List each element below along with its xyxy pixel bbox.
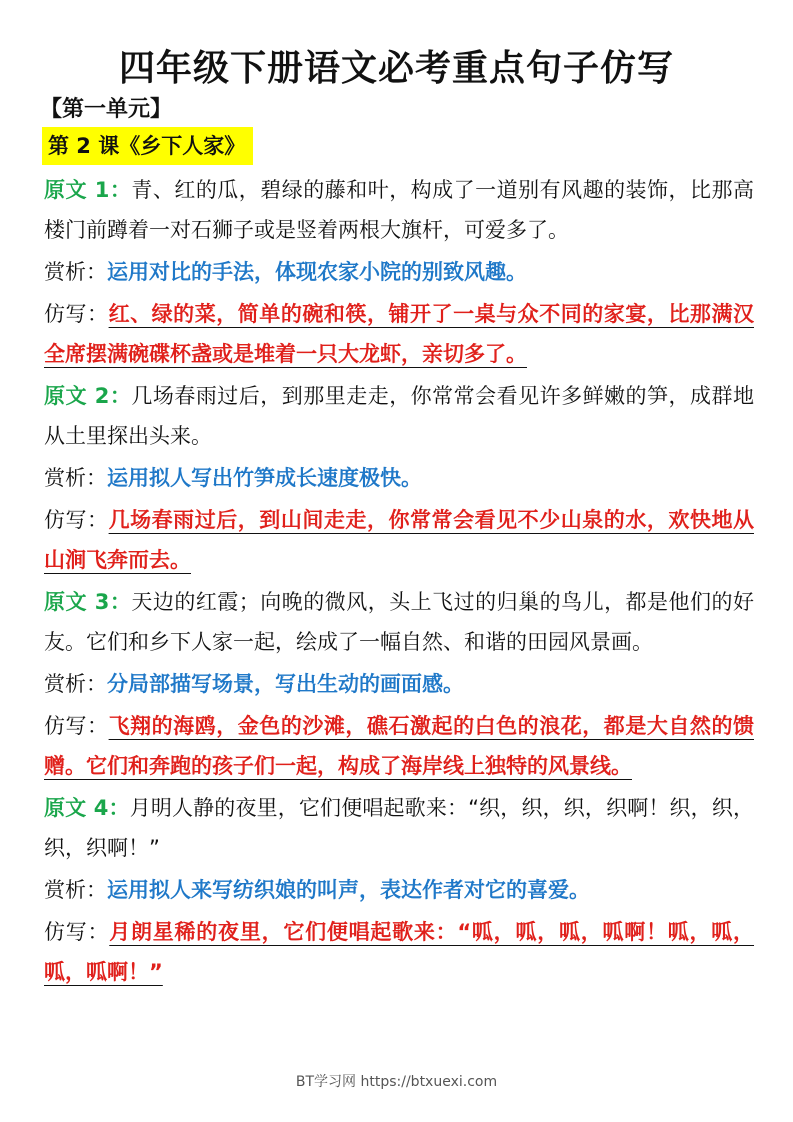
imitation-label: 仿写：: [44, 714, 109, 738]
analysis-label: 赏析：: [44, 466, 107, 490]
analysis-text: 分局部描写场景，写出生动的画面感。: [107, 672, 464, 696]
imitation-paragraph: [44, 500, 754, 580]
imitation-label: 仿写：: [44, 508, 109, 532]
imitation-paragraph: [44, 706, 754, 786]
imitation-label: 仿写：: [44, 302, 109, 326]
imitation-text: 月朗星稀的夜里，它们便唱起歌来：“呱，呱，呱，呱啊！呱，呱，呱，呱啊！”: [44, 920, 755, 984]
original-text: 月明人静的夜里，它们便唱起歌来：“织，织，织，织啊！织，织，织，织啊！”: [44, 796, 754, 860]
section-4: [44, 788, 754, 992]
analysis-label: 赏析：: [44, 878, 107, 902]
imitation-text: 红、绿的菜，简单的碗和筷，铺开了一桌与众不同的家宴，比那满汉全席摆满碗碟杯盏或是堆着一只大龙虾，亲切多了。: [44, 302, 754, 366]
original-paragraph: [44, 788, 754, 868]
footer-watermark: BT学习网 https://btxuexi.com: [295, 1074, 498, 1090]
unit-heading: 【第一单元】: [40, 97, 173, 122]
analysis-text: 运用拟人写出竹笋成长速度极快。: [107, 466, 422, 490]
original-paragraph: [44, 582, 754, 662]
section-1: [44, 170, 754, 374]
lesson-heading: 第 2 课《乡下人家》: [42, 127, 253, 165]
section-2: [44, 376, 754, 580]
original-label: 原文 2：: [44, 384, 132, 408]
analysis-text: 运用对比的手法，体现农家小院的别致风趣。: [107, 260, 527, 284]
section-3: [44, 582, 754, 786]
analysis-paragraph: [44, 870, 754, 910]
imitation-label: 仿写：: [44, 920, 110, 944]
original-label: 原文 4：: [44, 796, 130, 820]
imitation-paragraph: [44, 912, 754, 992]
original-label: 原文 1：: [44, 178, 132, 202]
original-paragraph: [44, 376, 754, 456]
analysis-text: 运用拟人来写纺织娘的叫声，表达作者对它的喜爱。: [107, 878, 590, 902]
original-text: 青、红的瓜，碧绿的藤和叶，构成了一道别有风趣的装饰，比那高楼门前蹲着一对石狮子或是竖着两根大旗杆，可爱多了。: [44, 178, 754, 242]
original-paragraph: [44, 170, 754, 250]
original-text: 几场春雨过后，到那里走走，你常常会看见许多鲜嫩的笋，成群地从土里探出头来。: [44, 384, 754, 448]
analysis-label: 赏析：: [44, 672, 107, 696]
imitation-text: 几场春雨过后，到山间走走，你常常会看见不少山泉的水，欢快地从山涧飞奔而去。: [44, 508, 754, 572]
analysis-paragraph: [44, 252, 754, 292]
content: [44, 170, 754, 994]
imitation-paragraph: [44, 294, 754, 374]
original-text: 天边的红霞；向晚的微风，头上飞过的归巢的鸟儿，都是他们的好友。它们和乡下人家一起，绘成了一幅自然、和谐的田园风景画。: [44, 590, 754, 654]
analysis-paragraph: [44, 458, 754, 498]
analysis-label: 赏析：: [44, 260, 107, 284]
imitation-text: 飞翔的海鸥，金色的沙滩，礁石激起的白色的浪花，都是大自然的馈赠。它们和奔跑的孩子们一起，构成了海岸线上独特的风景线。: [44, 714, 754, 778]
analysis-paragraph: [44, 664, 754, 704]
page-title: 四年级下册语文必考重点句子仿写: [118, 48, 674, 89]
original-label: 原文 3：: [44, 590, 132, 614]
